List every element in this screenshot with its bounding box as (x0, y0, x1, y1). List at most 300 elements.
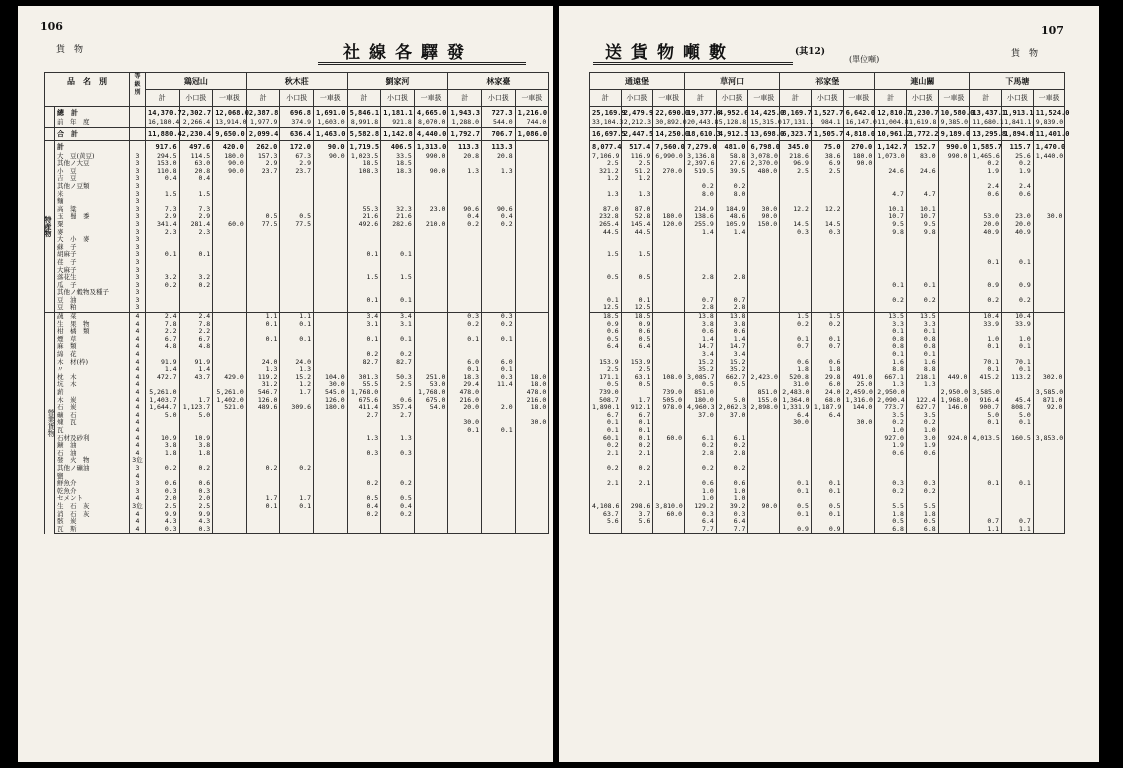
table-cell: 851.0 (748, 389, 780, 397)
table-cell (780, 236, 812, 244)
table-cell (414, 289, 448, 297)
table-cell: 14.7 (685, 343, 717, 351)
table-cell: 11,524.0 (1033, 107, 1065, 120)
table-cell (970, 244, 1002, 252)
table-cell (1033, 419, 1065, 427)
table-cell (482, 244, 516, 252)
table-cell (780, 183, 812, 191)
table-cell: 0.6 (590, 328, 622, 336)
table-cell: 0.1 (811, 480, 843, 488)
table-cell (515, 457, 549, 465)
table-cell: 9,650.0 (213, 127, 247, 140)
table-cell: 37.0 (716, 412, 748, 420)
table-cell: 420.0 (213, 140, 247, 153)
table-cell: 30,892.0 (653, 119, 685, 127)
row-class: 4 (130, 359, 146, 367)
table-cell: 2.5 (621, 366, 653, 374)
table-cell (515, 427, 549, 435)
table-cell: 13.8 (685, 313, 717, 321)
table-cell: 12,068.0 (213, 107, 247, 120)
table-cell: 55.3 (347, 206, 381, 214)
table-cell (938, 321, 970, 329)
row-label: 麥 (55, 229, 130, 237)
table-cell: 30.0 (515, 419, 549, 427)
table-cell: 1,585.7 (970, 140, 1002, 153)
table-cell (653, 336, 685, 344)
row-label: 礦 石 (55, 412, 130, 420)
table-cell: 1.5 (780, 313, 812, 321)
table-cell: 1.3 (906, 381, 938, 389)
table-cell: 627.7 (906, 404, 938, 412)
table-cell (938, 259, 970, 267)
table-cell: 1.3 (482, 168, 516, 176)
table-cell: 216.0 (515, 397, 549, 405)
table-cell (938, 304, 970, 312)
table-cell (843, 435, 875, 443)
table-cell: 0.9 (780, 526, 812, 534)
table-cell (448, 473, 482, 481)
header-item-column: 品 名 別 (45, 73, 130, 107)
table-cell (246, 480, 280, 488)
station-header: 劉家河 (347, 73, 448, 90)
freight-table-right (589, 72, 1070, 534)
table-cell (414, 480, 448, 488)
table-cell: 1.3 (448, 168, 482, 176)
table-cell: 0.2 (716, 465, 748, 473)
row-label: 石 炭 (55, 404, 130, 412)
row-label: 煉 瓦 (55, 419, 130, 427)
table-cell (811, 419, 843, 427)
table-row (590, 503, 1065, 511)
table-cell: 4,952.6 (716, 107, 748, 120)
table-cell (1033, 495, 1065, 503)
table-cell: 2.1 (621, 450, 653, 458)
table-cell (515, 140, 549, 153)
table-cell (246, 244, 280, 252)
table-cell: 232.8 (590, 213, 622, 221)
table-cell: 1.4 (146, 366, 180, 374)
table-cell (653, 236, 685, 244)
table-cell: 0.4 (179, 175, 213, 183)
table-cell (414, 274, 448, 282)
table-cell: 429.0 (213, 374, 247, 382)
table-cell: 0.1 (482, 336, 516, 344)
table-cell (347, 518, 381, 526)
table-cell: 1,086.0 (515, 127, 549, 140)
table-row (45, 480, 549, 488)
table-cell (653, 267, 685, 275)
table-cell: 45.4 (1002, 397, 1034, 405)
table-cell: 1.7 (280, 495, 314, 503)
table-cell (448, 503, 482, 511)
table-cell (811, 274, 843, 282)
table-cell: 2.5 (621, 160, 653, 168)
table-cell: 0.7 (811, 343, 843, 351)
table-cell (213, 526, 247, 534)
table-cell: 6.0 (482, 359, 516, 367)
table-cell (448, 267, 482, 275)
table-cell (938, 343, 970, 351)
table-cell (213, 321, 247, 329)
table-cell (314, 442, 348, 450)
table-cell (246, 450, 280, 458)
table-cell: 90.0 (843, 160, 875, 168)
table-cell (280, 229, 314, 237)
table-cell: 0.2 (179, 465, 213, 473)
table-cell: 2.5 (381, 381, 415, 389)
table-row (45, 244, 549, 252)
table-cell: 77.5 (280, 221, 314, 229)
table-cell (938, 313, 970, 321)
table-cell: 2.9 (179, 213, 213, 221)
table-cell: 1.8 (780, 366, 812, 374)
table-cell: 1.4 (685, 336, 717, 344)
table-cell (748, 191, 780, 199)
station-header: 通遠堡 (590, 73, 685, 90)
table-cell: 4.3 (179, 518, 213, 526)
table-cell: 0.5 (621, 336, 653, 344)
table-cell (748, 313, 780, 321)
table-cell: 0.9 (621, 321, 653, 329)
table-cell (621, 282, 653, 290)
row-label: 石 油 (55, 450, 130, 458)
table-cell (906, 267, 938, 275)
table-cell: 9,839.0 (1033, 119, 1065, 127)
table-cell: 10.7 (906, 213, 938, 221)
table-cell (970, 236, 1002, 244)
table-cell (875, 267, 907, 275)
table-row (590, 282, 1065, 290)
table-cell: 3,585.0 (970, 389, 1002, 397)
table-cell (213, 488, 247, 496)
table-cell (1033, 198, 1065, 206)
table-cell: 24.6 (875, 168, 907, 176)
table-cell: 38.6 (811, 153, 843, 161)
table-cell: 1,364.0 (780, 397, 812, 405)
table-cell (780, 457, 812, 465)
table-cell (938, 274, 970, 282)
table-cell (843, 336, 875, 344)
table-cell: 0.1 (590, 427, 622, 435)
table-cell: 0.8 (906, 336, 938, 344)
table-cell: 0.1 (347, 251, 381, 259)
table-cell (314, 321, 348, 329)
table-cell: 25,169.9 (590, 107, 622, 120)
table-cell: 90.6 (448, 206, 482, 214)
table-cell (414, 191, 448, 199)
table-cell (213, 289, 247, 297)
table-cell: 8.0 (716, 191, 748, 199)
table-cell (748, 236, 780, 244)
table-cell (246, 511, 280, 519)
table-cell: 33.9 (970, 321, 1002, 329)
table-cell (314, 435, 348, 443)
header-class-column: 等級別 (130, 73, 146, 107)
table-cell (875, 244, 907, 252)
table-cell: 282.6 (381, 221, 415, 229)
table-cell: 2.9 (146, 213, 180, 221)
table-cell (246, 251, 280, 259)
table-cell: 180.0 (685, 397, 717, 405)
table-cell (1033, 168, 1065, 176)
table-cell (213, 495, 247, 503)
table-cell: 662.7 (716, 374, 748, 382)
table-cell: 9.5 (906, 221, 938, 229)
table-cell: 4.7 (906, 191, 938, 199)
table-cell: 2,090.4 (875, 397, 907, 405)
table-cell (748, 321, 780, 329)
table-cell: 155.0 (748, 397, 780, 405)
table-cell: 1.9 (906, 442, 938, 450)
table-cell: 2.2 (146, 328, 180, 336)
table-cell: 3.8 (716, 321, 748, 329)
table-cell (843, 229, 875, 237)
table-row (45, 221, 549, 229)
table-cell (811, 435, 843, 443)
table-cell: 119.2 (246, 374, 280, 382)
table-row (45, 251, 549, 259)
table-cell (780, 191, 812, 199)
row-class: 3 (130, 289, 146, 297)
table-cell (653, 259, 685, 267)
table-cell (938, 175, 970, 183)
table-row (45, 229, 549, 237)
table-cell: 1,123.7 (179, 404, 213, 412)
table-cell: 1,968.0 (938, 397, 970, 405)
table-cell: 32.3 (381, 206, 415, 214)
table-cell: 16,180.4 (146, 119, 180, 127)
table-cell (1033, 175, 1065, 183)
table-cell: 110.8 (146, 168, 180, 176)
table-cell: 96.9 (780, 160, 812, 168)
table-cell (280, 244, 314, 252)
table-cell (843, 427, 875, 435)
table-cell: 40.9 (970, 229, 1002, 237)
table-cell: 3.2 (146, 274, 180, 282)
table-cell: 6.4 (621, 343, 653, 351)
table-cell (1002, 488, 1034, 496)
table-cell: 0.2 (685, 442, 717, 450)
table-row (590, 119, 1065, 127)
table-cell (246, 282, 280, 290)
table-cell (482, 289, 516, 297)
table-cell: 0.2 (347, 480, 381, 488)
table-cell: 87.0 (590, 206, 622, 214)
table-cell (843, 297, 875, 305)
table-cell (482, 465, 516, 473)
table-cell (780, 465, 812, 473)
table-cell: 0.5 (716, 381, 748, 389)
table-cell (213, 304, 247, 312)
table-cell (780, 274, 812, 282)
row-label: 豆 油 (55, 297, 130, 305)
table-cell: 0.6 (685, 480, 717, 488)
row-label: 蘇 子 (55, 244, 130, 252)
row-class: 3 (130, 259, 146, 267)
table-cell: 4.8 (146, 343, 180, 351)
table-cell (314, 289, 348, 297)
table-cell (347, 419, 381, 427)
table-cell: 5.5 (906, 503, 938, 511)
table-cell: 0.2 (621, 465, 653, 473)
table-cell (213, 191, 247, 199)
row-class: 3 (130, 229, 146, 237)
table-cell: 0.1 (811, 336, 843, 344)
table-cell (213, 313, 247, 321)
table-row (590, 140, 1065, 153)
table-cell (314, 297, 348, 305)
table-cell (347, 465, 381, 473)
table-cell (482, 526, 516, 534)
table-cell: 1.3 (347, 435, 381, 443)
table-cell: 13,698.0 (748, 127, 780, 140)
table-cell (748, 488, 780, 496)
table-cell (970, 503, 1002, 511)
table-cell: 0.1 (811, 488, 843, 496)
table-cell: 1.3 (590, 191, 622, 199)
table-cell: 0.2 (179, 282, 213, 290)
table-cell: 18.5 (381, 160, 415, 168)
table-cell: 1,403.7 (146, 397, 180, 405)
table-cell (381, 465, 415, 473)
table-cell: 1,894.8 (1002, 127, 1034, 140)
table-cell: 2.0 (482, 404, 516, 412)
table-cell: 14,370.7 (146, 107, 180, 120)
table-cell: 1.5 (179, 191, 213, 199)
table-cell: 3.3 (906, 321, 938, 329)
table-cell: 0.1 (590, 297, 622, 305)
table-row (45, 168, 549, 176)
row-label: 〃 (55, 366, 130, 374)
table-cell (811, 244, 843, 252)
table-cell: 8,077.4 (590, 140, 622, 153)
table-cell: 43.7 (179, 374, 213, 382)
table-cell (1033, 526, 1065, 534)
table-cell: 0.9 (970, 282, 1002, 290)
table-cell (482, 229, 516, 237)
table-cell: 921.8 (381, 119, 415, 127)
table-cell: 8.0 (685, 191, 717, 199)
table-cell: 3.8 (179, 442, 213, 450)
left-page (18, 6, 553, 762)
table-cell (748, 511, 780, 519)
table-cell: 33.9 (1002, 321, 1034, 329)
table-cell: 7,106.9 (590, 153, 622, 161)
table-cell: 82.7 (381, 359, 415, 367)
table-cell (246, 259, 280, 267)
table-cell: 1,440.0 (1033, 153, 1065, 161)
table-cell: 21.6 (381, 213, 415, 221)
table-cell: 20.0 (448, 404, 482, 412)
row-class: 3 (130, 480, 146, 488)
table-cell (381, 236, 415, 244)
table-cell: 0.3 (347, 450, 381, 458)
table-cell: 108.0 (653, 374, 685, 382)
table-cell (843, 488, 875, 496)
table-cell: 23.0 (1002, 213, 1034, 221)
row-label: 吉 豆 (55, 175, 130, 183)
table-cell (748, 442, 780, 450)
table-cell (381, 518, 415, 526)
table-cell: 68.0 (811, 397, 843, 405)
table-cell: 3.5 (906, 412, 938, 420)
table-cell: 145.4 (621, 221, 653, 229)
table-cell: 18.0 (515, 404, 549, 412)
table-cell: 14.7 (716, 343, 748, 351)
table-cell (780, 435, 812, 443)
table-cell (414, 511, 448, 519)
table-cell: 1,977.9 (246, 119, 280, 127)
table-cell: 126.0 (314, 397, 348, 405)
table-cell (875, 251, 907, 259)
table-cell (213, 518, 247, 526)
table-cell: 489.6 (246, 404, 280, 412)
table-cell (414, 450, 448, 458)
table-cell: 0.6 (381, 397, 415, 405)
table-cell: 520.8 (780, 374, 812, 382)
table-row (45, 465, 549, 473)
table-cell (748, 175, 780, 183)
table-cell: 4,108.6 (590, 503, 622, 511)
table-cell (213, 198, 247, 206)
table-cell (515, 244, 549, 252)
table-cell (906, 244, 938, 252)
table-cell: 0.5 (347, 495, 381, 503)
table-cell (482, 412, 516, 420)
table-cell: 0.6 (780, 359, 812, 367)
table-cell (653, 229, 685, 237)
table-cell: 8.8 (906, 366, 938, 374)
row-class: 4 (130, 374, 146, 382)
page-number: 107 (1041, 24, 1064, 37)
table-cell: 0.2 (780, 321, 812, 329)
table-cell: 2.1 (590, 480, 622, 488)
table-cell: 90.0 (314, 153, 348, 161)
table-cell: 0.1 (381, 336, 415, 344)
table-cell (1002, 236, 1034, 244)
table-cell (314, 236, 348, 244)
table-cell (414, 297, 448, 305)
table-cell (1002, 442, 1034, 450)
table-cell: 160.5 (1002, 435, 1034, 443)
group-label-special-products: 特産物 (45, 140, 55, 312)
table-cell: 5,261.0 (213, 389, 247, 397)
table-cell: 104.0 (314, 374, 348, 382)
table-cell (970, 457, 1002, 465)
table-cell: 990.0 (938, 140, 970, 153)
table-row (590, 435, 1065, 443)
table-cell: 341.4 (146, 221, 180, 229)
table-cell (213, 435, 247, 443)
table-cell (482, 442, 516, 450)
table-cell (843, 343, 875, 351)
table-cell (1033, 289, 1065, 297)
table-cell: 6.7 (146, 336, 180, 344)
table-row (590, 343, 1065, 351)
row-class: 4 (130, 389, 146, 397)
table-cell (515, 313, 549, 321)
table-cell (1002, 244, 1034, 252)
table-cell: 180.0 (653, 213, 685, 221)
table-cell (748, 526, 780, 534)
table-cell: 1.4 (716, 336, 748, 344)
row-class: 4 (130, 511, 146, 519)
table-cell (811, 457, 843, 465)
table-cell: 3.5 (875, 412, 907, 420)
table-cell (280, 480, 314, 488)
table-cell: 0.6 (716, 328, 748, 336)
table-cell: 2,230.4 (179, 127, 213, 140)
